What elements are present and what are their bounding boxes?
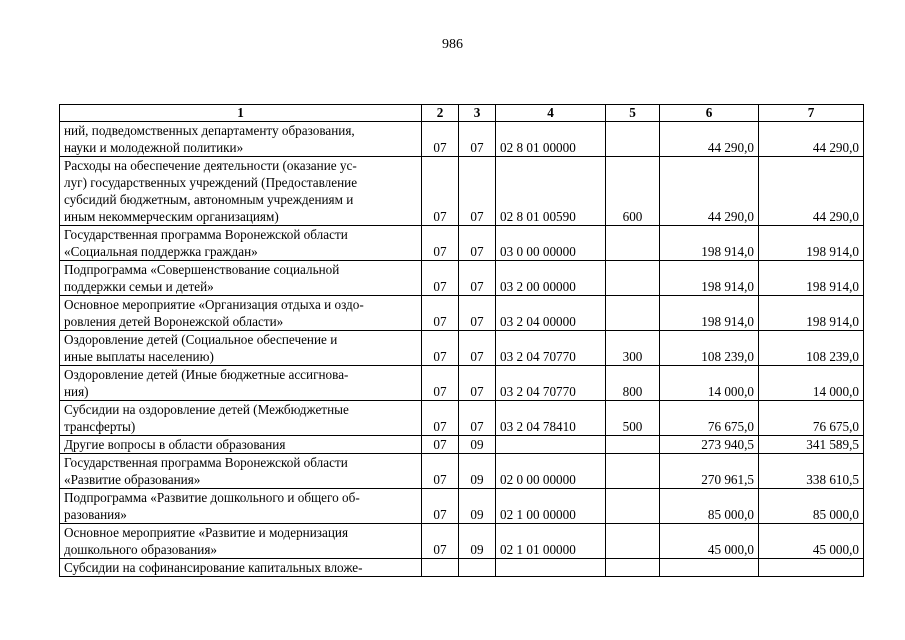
target-article-cell: 03 2 00 00000 [496,261,606,296]
expense-type-cell [606,296,660,331]
expense-type-cell: 500 [606,401,660,436]
row-name-cell: Субсидии на софинансирование капитальных вложе- [60,559,422,577]
budget-table [59,104,864,577]
amount-col6-cell: 270 961,5 [660,454,759,489]
expense-type-cell: 300 [606,331,660,366]
row-name-cell: Другие вопросы в области образования [60,436,422,454]
amount-col6-cell: 45 000,0 [660,524,759,559]
subsection-cell: 09 [459,489,496,524]
section-cell: 07 [422,261,459,296]
amount-col7-cell: 108 239,0 [759,331,864,366]
header-col-3: 3 [459,105,496,122]
amount-col7-cell: 338 610,5 [759,454,864,489]
expense-type-cell: 800 [606,366,660,401]
target-article-cell [496,559,606,577]
section-cell: 07 [422,489,459,524]
row-name-cell: Основное мероприятие «Организация отдыха и оздо- ровления детей Воронежской области» [60,296,422,331]
section-cell: 07 [422,436,459,454]
subsection-cell: 07 [459,296,496,331]
expense-type-cell: 600 [606,157,660,226]
row-name-cell: Расходы на обеспечение деятельности (оказание ус- луг) государственных учреждений (Предоставление субсидий бюджетным, автономным учреждениям и иным некоммерческим организациям) [60,157,422,226]
table-row [60,524,864,559]
expense-type-cell [606,524,660,559]
table-row [60,436,864,454]
amount-col7-cell: 198 914,0 [759,226,864,261]
table-row [60,296,864,331]
expense-type-cell [606,122,660,157]
amount-col6-cell: 198 914,0 [660,296,759,331]
subsection-cell: 07 [459,261,496,296]
subsection-cell: 07 [459,331,496,366]
table-body [60,122,864,577]
section-cell: 07 [422,366,459,401]
header-col-6: 6 [660,105,759,122]
section-cell: 07 [422,226,459,261]
amount-col6-cell: 198 914,0 [660,261,759,296]
row-name-cell: Оздоровление детей (Социальное обеспечение и иные выплаты населению) [60,331,422,366]
target-article-cell: 03 0 00 00000 [496,226,606,261]
amount-col6-cell: 44 290,0 [660,122,759,157]
row-name-cell: Основное мероприятие «Развитие и модернизация дошкольного образования» [60,524,422,559]
header-col-5: 5 [606,105,660,122]
section-cell: 07 [422,524,459,559]
row-name-cell: Подпрограмма «Совершенствование социальной поддержки семьи и детей» [60,261,422,296]
target-article-cell: 02 8 01 00590 [496,157,606,226]
page-number: 986 [442,37,463,52]
amount-col7-cell: 85 000,0 [759,489,864,524]
target-article-cell: 03 2 04 70770 [496,366,606,401]
row-name-cell: Оздоровление детей (Иные бюджетные ассигнова- ния) [60,366,422,401]
target-article-cell: 03 2 04 00000 [496,296,606,331]
header-row [60,105,864,122]
amount-col6-cell: 198 914,0 [660,226,759,261]
amount-col7-cell: 14 000,0 [759,366,864,401]
table-row [60,226,864,261]
amount-col7-cell: 198 914,0 [759,296,864,331]
subsection-cell [459,559,496,577]
amount-col6-cell: 76 675,0 [660,401,759,436]
section-cell: 07 [422,157,459,226]
amount-col6-cell: 108 239,0 [660,331,759,366]
row-name-cell: Государственная программа Воронежской области «Развитие образования» [60,454,422,489]
subsection-cell: 07 [459,157,496,226]
header-col-1: 1 [60,105,422,122]
expense-type-cell [606,261,660,296]
section-cell: 07 [422,122,459,157]
target-article-cell: 02 0 00 00000 [496,454,606,489]
row-name-cell: Субсидии на оздоровление детей (Межбюджетные трансферты) [60,401,422,436]
section-cell: 07 [422,401,459,436]
amount-col6-cell: 273 940,5 [660,436,759,454]
table-row [60,366,864,401]
table-row [60,559,864,577]
amount-col6-cell: 14 000,0 [660,366,759,401]
target-article-cell: 02 1 01 00000 [496,524,606,559]
table-row [60,401,864,436]
expense-type-cell [606,226,660,261]
subsection-cell: 09 [459,454,496,489]
table-row [60,122,864,157]
amount-col7-cell: 45 000,0 [759,524,864,559]
subsection-cell: 07 [459,366,496,401]
header-col-7: 7 [759,105,864,122]
target-article-cell: 02 1 00 00000 [496,489,606,524]
table-row [60,331,864,366]
table-row [60,261,864,296]
amount-col7-cell: 76 675,0 [759,401,864,436]
amount-col7-cell: 44 290,0 [759,122,864,157]
subsection-cell: 07 [459,401,496,436]
section-cell [422,559,459,577]
section-cell: 07 [422,296,459,331]
row-name-cell: Подпрограмма «Развитие дошкольного и общего об- разования» [60,489,422,524]
amount-col7-cell: 198 914,0 [759,261,864,296]
expense-type-cell [606,559,660,577]
subsection-cell: 09 [459,524,496,559]
subsection-cell: 07 [459,122,496,157]
target-article-cell [496,436,606,454]
expense-type-cell [606,454,660,489]
target-article-cell: 03 2 04 78410 [496,401,606,436]
amount-col6-cell [660,559,759,577]
target-article-cell: 02 8 01 00000 [496,122,606,157]
amount-col6-cell: 85 000,0 [660,489,759,524]
expense-type-cell [606,489,660,524]
subsection-cell: 09 [459,436,496,454]
amount-col7-cell: 44 290,0 [759,157,864,226]
amount-col6-cell: 44 290,0 [660,157,759,226]
header-col-2: 2 [422,105,459,122]
section-cell: 07 [422,454,459,489]
header-col-4: 4 [496,105,606,122]
target-article-cell: 03 2 04 70770 [496,331,606,366]
subsection-cell: 07 [459,226,496,261]
amount-col7-cell: 341 589,5 [759,436,864,454]
expense-type-cell [606,436,660,454]
table-row [60,489,864,524]
row-name-cell: Государственная программа Воронежской области «Социальная поддержка граждан» [60,226,422,261]
table-row [60,454,864,489]
row-name-cell: ний, подведомственных департаменту образования, науки и молодежной политики» [60,122,422,157]
section-cell: 07 [422,331,459,366]
table-row [60,157,864,226]
amount-col7-cell [759,559,864,577]
